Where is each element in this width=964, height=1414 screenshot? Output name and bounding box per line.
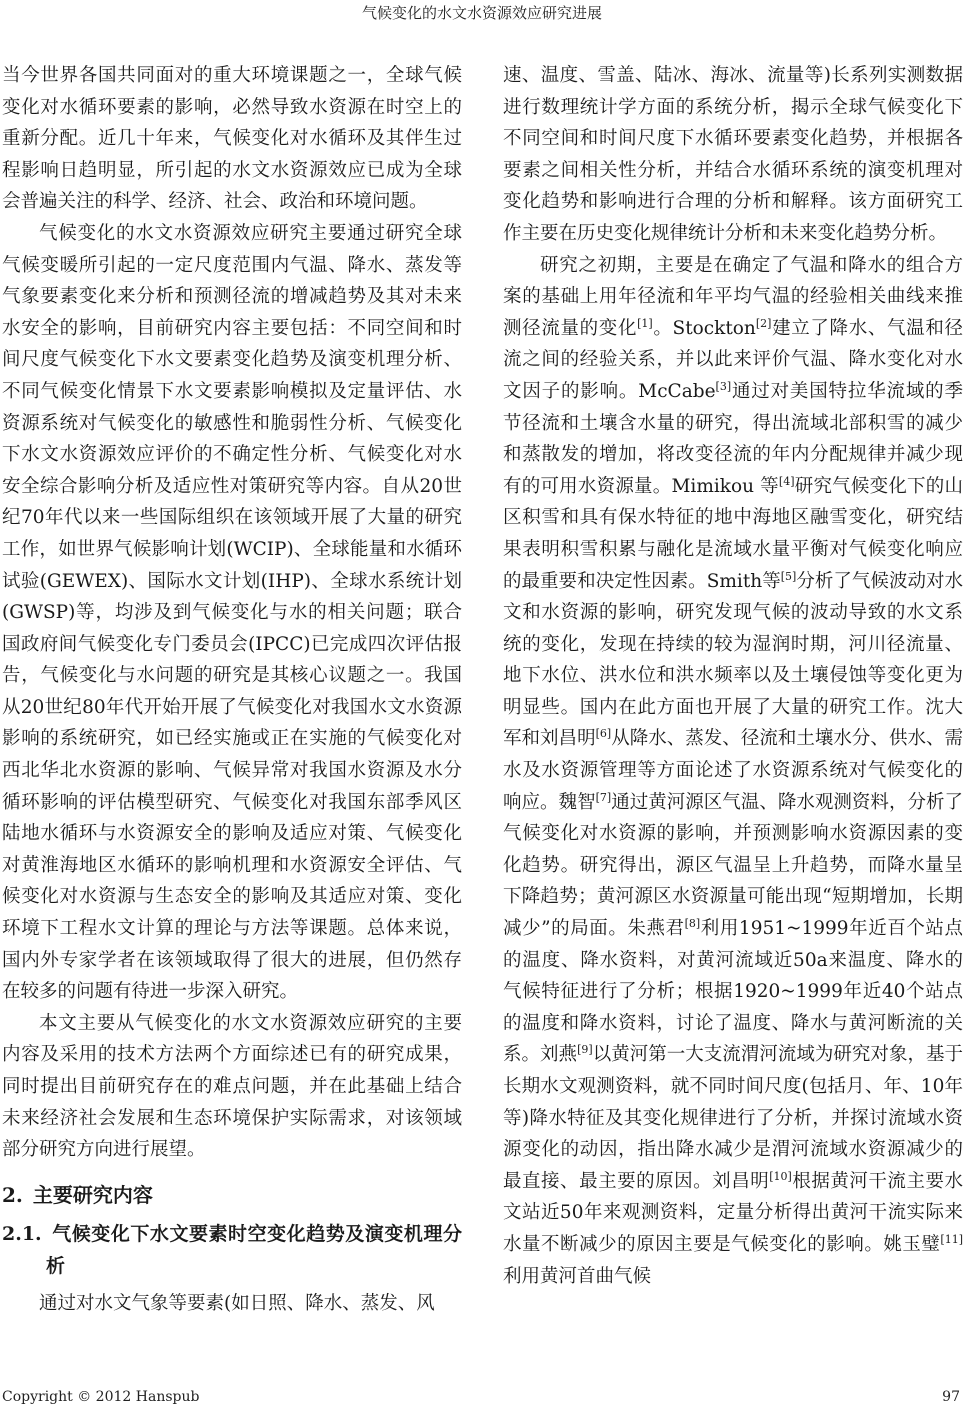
citation-ref: [7] <box>595 790 612 804</box>
citation-ref: [1] <box>637 316 653 330</box>
citation-ref: [4] <box>778 474 795 488</box>
text-run: 研究气候变化下的山区积雪和具有保水特征的地中海地区融雪变化，研究结果表明积雪积累与融化是流域水量平衡对气候变化响应的最重要和决定性因素。Smith等 <box>503 475 963 592</box>
heading-text: 气候变化下水文要素时空变化趋势及演变机理分析 <box>46 1222 462 1277</box>
text-run: 通过黄河源区气温、降水观测资料，分析了气候变化对水资源的影响，并预测影响水资源因素的变化趋势。研究得出，源区气温呈上升趋势，而降水量呈下降趋势；黄河源区水资源量可能出现“短期增加，长期减少”的局面。朱燕君 <box>503 791 963 940</box>
section-heading <box>2 1178 462 1212</box>
page-footer <box>2 1389 960 1405</box>
text-run: 利用黄河首曲气候 <box>503 1265 652 1287</box>
citation-ref: [8] <box>684 916 701 930</box>
paragraph: 通过对水文气象等要素(如日照、降水、蒸发、风 <box>39 1292 435 1314</box>
citation-ref: [6] <box>595 727 612 741</box>
text-run: 建立了降水、气温和径流之间的经验关系，并以此来评价气温、降水变化对水文因子的影响。McCabe <box>503 317 963 402</box>
paragraph: 气候变化的水文水资源效应研究主要通过研究全球气候变暖所引起的一定尺度范围内气温、降水、蒸发等气象要素变化来分析和预测径流的增减趋势及其对未来水安全的影响，目前研究内容主要包括：不同空间和时间尺度气候变化下水文要素变化趋势及演变机理分析、不同气候变化情景下水文要素影响模拟及定量评估、水资源系统对气候变化的敏感性和脆弱性分析、气候变化下水文水资源效应评价的不确定性分析、气候变化对水安全综合影响分析及适应性对策研究等内容。自从20世纪70年代以来一些国际组织在该领域开展了大量的研究工作，如世界气候影响计划(WCIP)、全球能量和水循环试验(GEWEX)、国际水文计划(IHP)、全球水系统计划(GWSP)等，均涉及到气候变化与水的相关问题；联合国政府间气候变化专门委员会(IPCC)已完成四次评估报告，气候变化与水问题的研究是其核心议题之一。我国从20世纪80年代开始开展了气候变化对我国水文水资源影响的系统研究，如已经实施或正在实施的气候变化对西北华北水资源的影响、气候异常对我国水资源及水分循环影响的评估模型研究、气候变化对我国东部季风区陆地水循环与水资源安全的影响及适应对策、气候变化对黄淮海地区水循环的影响机理和水资源安全评估、气候变化对水资源与生态安全的影响及其适应对策、变化环境下工程水文计算的理论与方法等课题。总体来说，国内外专家学者在该领域取得了很大的进展，但仍然存在较多的问题有待进一步深入研究。 <box>2 222 462 1003</box>
citation-ref: [10] <box>769 1169 792 1183</box>
citation-ref: [9] <box>577 1043 593 1057</box>
paragraph: 速、温度、雪盖、陆冰、海冰、流量等)长系列实测数据进行数理统计学方面的系统分析，揭示全球气候变化下不同空间和时间尺度下水循环要素变化趋势，并根据各要素之间相关性分析，并结合水循环系统的演变机理对变化趋势和影响进行合理的分析和解释。该方面研究工作主要在历史变化规律统计分析和未来变化趋势分析。 <box>503 65 963 244</box>
heading-number: 2.1. <box>2 1222 42 1245</box>
text-run: 从降水、蒸发、径流和土壤水分、供水、需水及水资源管理等方面论述了水资源系统对气候变化的响应。魏智 <box>503 728 963 813</box>
text-run: 。Stockton <box>652 317 756 339</box>
citation-ref: [2] <box>755 316 772 330</box>
paragraph <box>503 250 963 1293</box>
heading-text: 主要研究内容 <box>32 1182 153 1207</box>
paragraph: 当今世界各国共同面对的重大环境课题之一，全球气候变化对水循环要素的影响，必然导致水资源在时空上的重新分配。近几十年来，气候变化对水循环及其伴生过程影响日趋明显，所引起的水文水资源效应已成为全球会普遍关注的科学、经济、社会、政治和环境问题。 <box>2 65 462 213</box>
text-run: 利用1951~1999年近百个站点的温度、降水资料，对黄河流域近50a来温度、降水的气候特征进行了分析；根据1920~1999年近40个站点的温度和降水资料，讨论了温度、降水与黄河断流的关系。刘燕 <box>503 918 963 1066</box>
text-run: 根据黄河干流主要水文站近50年来观测资料，定量分析得出黄河干流实际来水量不断减少的原因主要是气候变化的影响。姚玉璧 <box>503 1170 963 1255</box>
subsection-heading <box>2 1218 462 1282</box>
text-run: 分析了气候波动对水文和水资源的影响，研究发现气候的波动导致的水文系统的变化，发现在持续的较为湿润时期，河川径流量、地下水位、洪水位和洪水频率以及土壤侵蚀等变化更为明显些。国内在此方面也开展了大量的研究工作。沈大军和刘昌明 <box>503 570 963 750</box>
text-run: 研究之初期，主要是在确定了气温和降水的组合方案的基础上用年径流和年平均气温的经验相关曲线来推测径流量的变化 <box>503 254 963 339</box>
left-column <box>2 60 462 1319</box>
text-run: 以黄河第一大支流渭河流域为研究对象，基于长期水文观测资料，就不同时间尺度(包括月、年、10年等)降水特征及其变化规律进行了分析，并探讨流域水资源变化的动因，指出降水减少是渭河流域水资源减少的最直接、最主要的原因。刘昌明 <box>503 1044 963 1192</box>
heading-number: 2. <box>2 1182 23 1207</box>
running-header: 气候变化的水文水资源效应研究进展 <box>361 4 602 22</box>
citation-ref: [5] <box>780 569 797 583</box>
page-number: 97 <box>942 1389 960 1405</box>
citation-ref: [11] <box>940 1232 963 1246</box>
text-run: 通过对美国特拉华流域的季节径流和土壤含水量的研究，得出流域北部积雪的减少和蒸散发的增加，将改变径流的年内分配规律并减少现有的可用水资源量。Mimikou 等 <box>503 380 963 497</box>
citation-ref: [3] <box>715 379 732 393</box>
copyright-text: Copyright © 2012 Hanspub <box>2 1389 200 1405</box>
right-column <box>503 60 963 1292</box>
paragraph: 本文主要从气候变化的水文水资源效应研究的主要内容及采用的技术方法两个方面综述已有的研究成果，同时提出目前研究存在的难点问题，并在此基础上结合未来经济社会发展和生态环境保护实际需求，对该领域部分研究方向进行展望。 <box>2 1012 462 1161</box>
